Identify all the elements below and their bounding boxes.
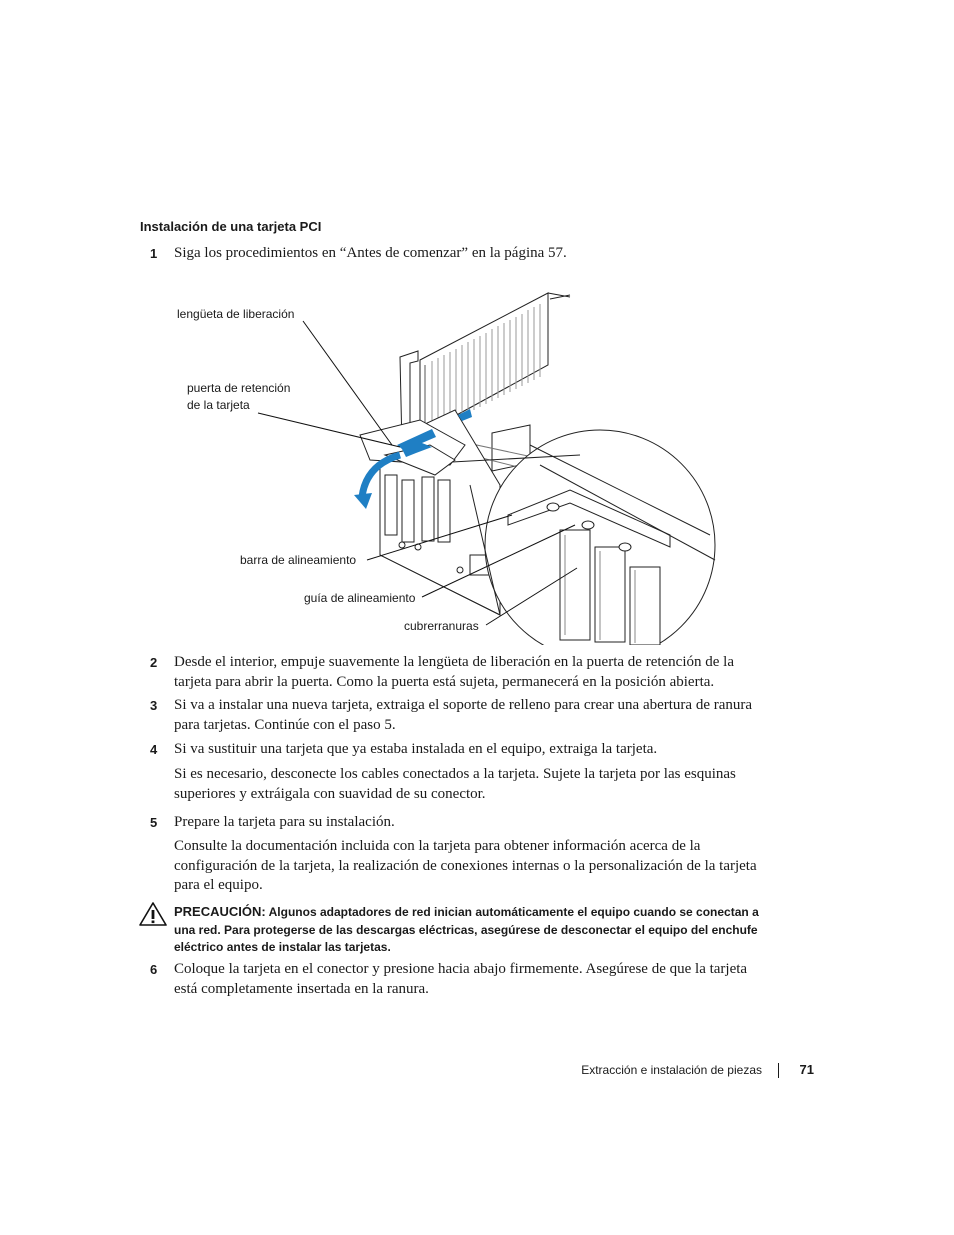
label-alignment-bar: barra de alineamiento	[240, 553, 357, 567]
caution-label: PRECAUCIÓN:	[174, 904, 266, 919]
caution-text: Algunos adaptadores de red inician automáticamente el equipo cuando se conectan a una red. Para protegerse de las descargas eléctricas, asegúrese de desconectar el equipo del enchufe eléctrico antes de instalar las tarjetas.	[174, 905, 759, 954]
footer-separator	[778, 1063, 779, 1078]
caution-notice	[174, 903, 764, 957]
step-text: Prepare la tarjeta para su instalación.	[174, 814, 395, 830]
step-text: Desde el interior, empuje suavemente la lengüeta de liberación en la puerta de retención de la tarjeta para abrir la puerta. Como la puerta está sujeta, permanecerá en la posición abierta.	[174, 654, 734, 690]
footer-chapter-title: Extracción e instalación de piezas	[581, 1063, 762, 1077]
step-number: 1	[150, 246, 158, 261]
warning-triangle-icon	[139, 902, 167, 926]
section-title: Instalación de una tarjeta PCI	[140, 219, 322, 234]
step-text: Coloque la tarjeta en el conector y presione hacia abajo firmemente. Asegúrese de que la tarjeta está completamente insertada en la ranura.	[174, 961, 748, 997]
step-text: Siga los procedimientos en “Antes de comenzar” en la página 57.	[174, 245, 567, 261]
step-number: 6	[150, 962, 158, 977]
page-number: 71	[799, 1062, 814, 1077]
page-footer	[560, 1061, 816, 1081]
label-slot-covers: cubrerranuras	[404, 619, 479, 633]
label-alignment-guide: guía de alineamiento	[304, 591, 416, 605]
step-number: 4	[150, 742, 158, 757]
step-number: 5	[150, 815, 158, 830]
step-note: Consulte la documentación incluida con la tarjeta para obtener información acerca de la configuración de la tarjeta, la realización de conexiones internas o la personalización de la tarjeta para el equipo.	[174, 838, 757, 893]
label-retention-door-line2: de la tarjeta	[187, 398, 250, 412]
step-text: Si va a instalar una nueva tarjeta, extraiga el soporte de relleno para crear una abertura de ranura para tarjetas. Continúe con el paso 5.	[174, 697, 753, 733]
pci-card-installation-illustration	[170, 285, 740, 645]
label-release-tab: lengüeta de liberación	[177, 307, 295, 321]
step-number: 2	[150, 655, 158, 670]
label-retention-door-line1: puerta de retención	[187, 381, 291, 395]
step-text: Si va sustituir una tarjeta que ya estaba instalada en el equipo, extraiga la tarjeta.	[174, 741, 658, 757]
step-number: 3	[150, 698, 158, 713]
step-note: Si es necesario, desconecte los cables conectados a la tarjeta. Sujete la tarjeta por las esquinas superiores y extráigala con suavidad de su conector.	[174, 766, 736, 802]
